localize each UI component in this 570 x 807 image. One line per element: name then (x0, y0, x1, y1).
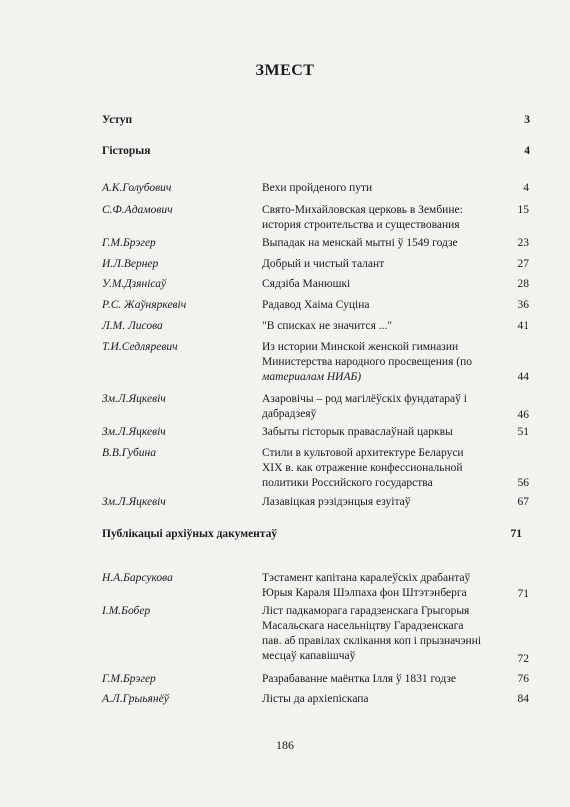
entry-author: И.Л.Вернер (102, 258, 159, 270)
entry-page: 4 (523, 182, 529, 194)
entry-title-line: история строительства и существования (262, 219, 460, 231)
entry-title (262, 203, 494, 233)
entry-title-line: политики Российского государства (262, 477, 433, 489)
entry-title (262, 425, 494, 440)
entry-title (262, 495, 494, 510)
entry-title-line: Добрый и чистый талант (262, 258, 385, 270)
entry-author: Т.И.Седляревич (102, 341, 178, 353)
entry-title-line: Сядзіба Манюшкі (262, 278, 351, 290)
section-label: Гісторыя (102, 145, 151, 157)
entry-author: Р.С. Жаўняркевіч (102, 299, 187, 311)
section-page: 71 (510, 528, 522, 540)
entry-author: С.Ф.Адамович (102, 204, 173, 216)
entry-title (262, 392, 494, 422)
entry-title (262, 340, 494, 385)
entry-title-line: Юрыя Караля Шэлпаха фон Штэтэнберга (262, 587, 467, 599)
entry-title-line: Ліст падкаморага гарадзенскага Грыгорыя (262, 605, 470, 617)
entry-page: 28 (517, 278, 529, 290)
entry-author: Г.М.Брэгер (102, 237, 156, 249)
section-label: Уступ (102, 114, 133, 126)
section-heading-archival-publications (102, 528, 530, 540)
entry-title-line: Стили в культовой архитектуре Беларуси (262, 447, 464, 459)
entry-page: 23 (517, 237, 529, 249)
entry-title (262, 672, 494, 687)
entry-page: 15 (517, 204, 529, 216)
entry-title-line: Лісты да архіепіскапа (262, 693, 369, 705)
entry-title (262, 571, 494, 601)
entry-title-line: Лазавіцкая рэзідэнцыя езуітаў (262, 496, 411, 508)
entry-page: 76 (517, 673, 529, 685)
section-page: 4 (524, 145, 530, 157)
entry-page: 51 (517, 426, 529, 438)
entry-author: Г.М.Брэгер (102, 673, 156, 685)
entry-page: 67 (517, 496, 529, 508)
entry-title-line: Разрабаванне маёнтка Ілля ў 1831 годзе (262, 673, 456, 685)
entry-title-line: дабрадзеяў (262, 408, 317, 420)
entry-page: 84 (517, 693, 529, 705)
section-heading-intro (102, 114, 530, 126)
entry-title-line: Масальскага насельніцтву Гарадзенскага (262, 620, 464, 632)
entry-author: У.М.Дзянісаў (102, 278, 167, 290)
entry-author: Зм.Л.Яцкевіч (102, 426, 166, 438)
entry-page: 36 (517, 299, 529, 311)
entry-title (262, 298, 494, 313)
entry-author: В.В.Губина (102, 447, 156, 459)
entry-author: А.Л.Грыьянёў (102, 693, 169, 705)
entry-page: 71 (517, 588, 529, 600)
entry-title-line: пав. аб правілах склікання коп і прызначэнні (262, 635, 482, 647)
entry-author: Н.А.Барсукова (102, 572, 173, 584)
entry-title-line: Министерства народного просвещения (по (262, 356, 472, 368)
entry-author: Зм.Л.Яцкевіч (102, 393, 166, 405)
entry-page: 46 (517, 409, 529, 421)
entry-title (262, 181, 494, 196)
entry-title-line: Выпадак на менскай мытні ў 1549 годзе (262, 237, 458, 249)
entry-title-line: Радавод Хаіма Суціна (262, 299, 370, 311)
entry-page: 72 (517, 653, 529, 665)
section-page: 3 (524, 114, 530, 126)
entry-title-line: "В списках не значится ..." (262, 320, 393, 332)
page-title: ЗМЕСТ (255, 62, 315, 79)
entry-title-line: Забыты гісторык праваслаўнай царквы (262, 426, 453, 438)
entry-page: 56 (517, 477, 529, 489)
section-heading-history (102, 145, 530, 157)
entry-author: І.М.Бобер (102, 605, 151, 617)
entry-title-line: Вехи пройденого пути (262, 182, 373, 194)
entry-title (262, 446, 494, 491)
page-number: 186 (276, 738, 294, 752)
entry-author: А.К.Голубович (102, 182, 172, 194)
entry-title (262, 319, 494, 334)
entry-title-line: Тэстамент капітана каралеўскіх драбантаў (262, 572, 471, 584)
entry-title (262, 236, 494, 251)
entry-title (262, 277, 494, 292)
entry-title (262, 604, 494, 664)
entry-author: Зм.Л.Яцкевіч (102, 496, 166, 508)
section-label: Публікацыі архіўных дакументаў (102, 528, 278, 540)
entry-title (262, 692, 494, 707)
entry-title (262, 257, 494, 272)
entry-title-line: Свято-Михайловская церковь в Зембине: (262, 204, 463, 216)
entry-page: 44 (517, 371, 529, 383)
entry-title-line: XIX в. как отражение конфессиональной (262, 462, 463, 474)
entry-page: 41 (517, 320, 529, 332)
entry-page: 27 (517, 258, 529, 270)
entry-title-line: Азаровічы – род магілёўскіх фундатараў і (262, 393, 467, 405)
entry-author: Л.М. Лисова (102, 320, 163, 332)
entry-title-line: месцаў капавішчаў (262, 650, 356, 662)
entry-title-line: материалам НИАБ) (262, 371, 362, 383)
entry-title-line: Из истории Минской женской гимназии (262, 341, 459, 353)
